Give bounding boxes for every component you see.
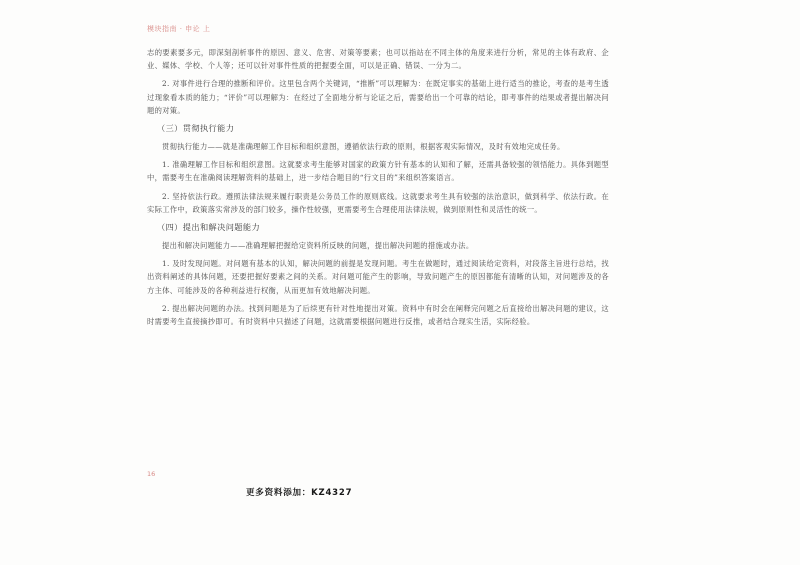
paragraph: 1. 及时发现问题。对问题有基本的认知，解决问题的前提是发现问题。考生在做题时，通过阅读给定资料，对段落主旨进行总结，找出资料阐述的具体问题，还要把握好要素之间的关系。对问题可能产生的影响，导致问题产生的原因都能有清晰的认知，对问题涉及的各方主体、可能涉及的各种利益进行权衡，从而更加有效地解决问题。 — [147, 259, 609, 295]
paragraph: 2. 提出解决问题的办法。找到问题是为了后续更有针对性地提出对策。资料中有时会在阐释完问题之后直接给出解决问题的建议，这时需要考生直接摘抄即可。有时资料中只描述了问题，这就需要根据问题进行反推，或者结合现实生活，实际经验。 — [147, 303, 609, 327]
section-heading-execution: （三）贯彻执行能力 — [157, 123, 235, 134]
paragraph: 2. 坚持依法行政。遵照法律法规来履行职责是公务员工作的原则底线。这就要求考生具有较强的法治意识，做到科学、依法行政。在实际工作中，政策落实常涉及的部门较多，操作性较强，更需要考生合理使用法律法规，做到原则性和灵活性的统一。 — [147, 191, 609, 214]
paragraph: 贯彻执行能力——就是准确理解工作目标和组织意图，遵循依法行政的原则，根据客观实际情况，及时有效地完成任务。 — [162, 142, 565, 152]
paragraph-continued: 志的要素要多元，即深刻剖析事件的原因、意义、危害、对策等要素；也可以指站在不同主体的角度来进行分析，常见的主体有政府、企业、媒体、学校、个人等；还可以针对事件性质的把握要全面，可以是正确、错误、一分为二。 — [147, 48, 609, 71]
body-text — [147, 46, 609, 333]
paragraph: 2. 对事件进行合理的推断和评价。这里包含两个关键词，“推断”可以理解为：在既定事实的基础上进行适当的推论，考查的是考生透过现象看本质的能力；“评价”可以理解为：在经过了全面地分析与论证之后，需要给出一个可靠的结论，即考事件的结果或者提出解决问题的对策。 — [147, 79, 609, 115]
running-head: 模块指南 · 申论 上 — [147, 25, 211, 33]
paragraph: 1. 准确理解工作目标和组织意图。这就要求考生能够对国家的政策方针有基本的认知和了解，还需具备较强的领悟能力。具体到题型中，需要考生在准确阅读理解资料的基础上，进一步结合题目的“行文目的”来组织答案语言。 — [147, 160, 609, 183]
section-heading-problem-solving: （四）提出和解决问题能力 — [157, 222, 261, 233]
footer-note: 更多资料添加：KZ4327 — [246, 488, 353, 498]
paragraph: 提出和解决问题能力——准确理解把握给定资料所反映的问题，提出解决问题的措施或办法。 — [162, 241, 474, 251]
page-number: 16 — [147, 470, 156, 478]
